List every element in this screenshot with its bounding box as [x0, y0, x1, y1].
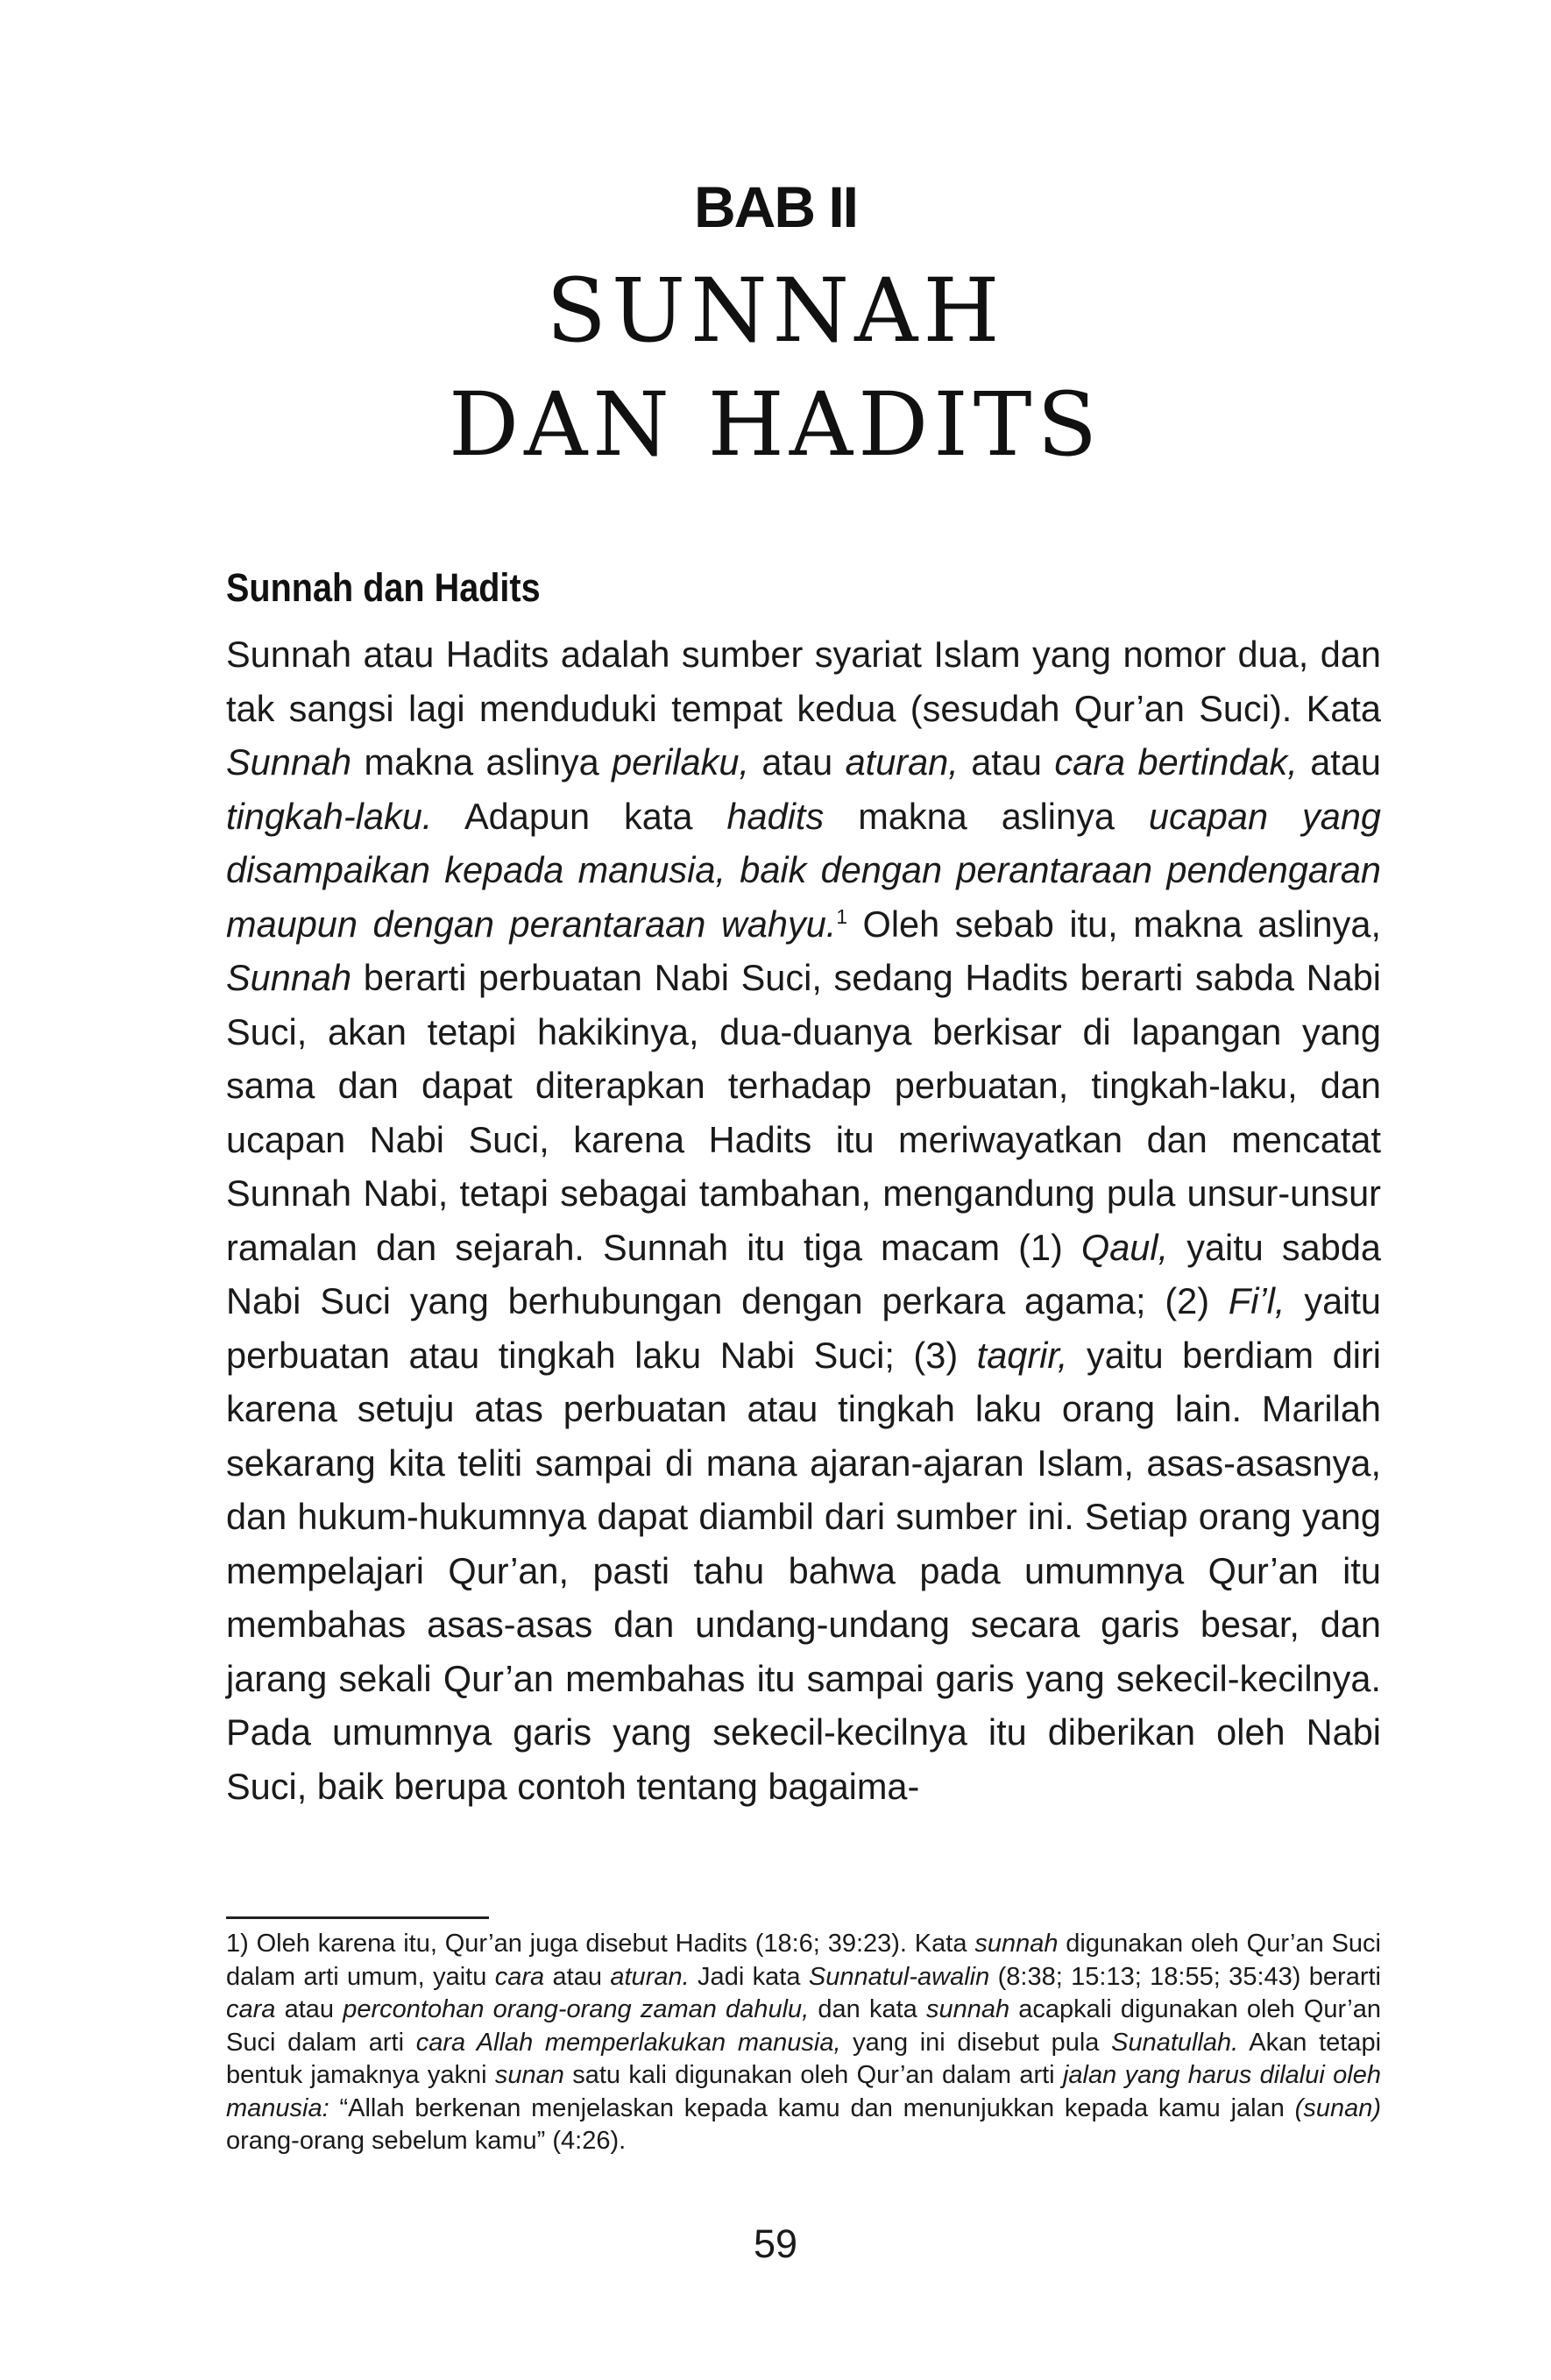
body-text-run: atau — [1297, 741, 1381, 783]
footnote-italic-run: percontohan orang-orang zaman dahulu, — [343, 1995, 810, 2023]
body-text-run: berarti perbuatan Nabi Suci, sedang Hadits berarti sabda Nabi Suci, akan tetapi hakikinya, dua-duanya berkisar di lapangan yang sama dan dapat diterapkan terhadap perbuatan, tingkah-laku, dan ucapan Nabi Suci, karena Hadits itu meriwayatkan dan mencatat Sunnah Nabi, tetapi sebagai tambahan, mengandung pula unsur-unsur ramalan dan sejarah. Sunnah itu tiga macam (1) — [226, 957, 1381, 1268]
footnote-text-run: (8:38; 15:13; 18:55; 35:43) berarti — [989, 1962, 1382, 1991]
body-text-run: atau — [958, 741, 1055, 783]
footnote-italic-run: cara — [226, 1995, 276, 2023]
footnote-text-run: 1) Oleh karena itu, Qur’an juga disebut Hadits (18:6; 39:23). Kata — [226, 1930, 975, 1958]
body-text-run: Adapun kata — [432, 795, 727, 837]
footnote-italic-run: Sunatullah. — [1111, 2028, 1239, 2057]
body-text-run: Sunnah atau Hadits adalah sumber syariat Islam yang nomor dua, dan tak sangsi lagi menduduki tempat kedua (sesudah Qur’an Suci). Kata — [226, 634, 1381, 729]
body-text-run: yaitu berdiam diri karena setuju atas perbuatan atau tingkah laku orang lain. Marilah sekarang kita teliti sampai di mana ajaran-ajaran Islam, asas-asasnya, dan hukum-hukumnya dapat diambil dari sumber ini. Setiap orang yang mempelajari Qur’an, pasti tahu bahwa pada umumnya Qur’an itu membahas asas-asas dan undang-undang secara garis besar, dan jarang sekali Qur’an membahas itu sampai garis yang sekecil-kecilnya. Pada umumnya garis yang sekecil-kecilnya itu diberikan oleh Nabi Suci, baik berupa contoh tentang bagaima- — [226, 1334, 1381, 1807]
footnote-italic-run: Sunnatul-awalin — [808, 1962, 990, 1991]
footnote-text-run: digunakan oleh Qur’an Suci dalam arti umum, yaitu — [226, 1930, 1381, 1991]
footnote-italic-run: aturan. — [610, 1962, 690, 1991]
body-italic-run: Sunnah — [226, 957, 352, 998]
body-text-run: makna aslinya — [351, 741, 613, 783]
body-text-run: makna aslinya — [824, 795, 1149, 837]
body-italic-run: Sunnah — [226, 741, 352, 783]
body-italic-run: perilaku, — [612, 741, 749, 783]
body-text-run: atau — [748, 741, 846, 783]
footnote-italic-run: (sunan) — [1294, 2093, 1381, 2122]
chapter-title-line-2: DAN HADITS — [449, 373, 1102, 476]
footnote-text-run: Akan tetapi bentuk jamaknya yakni — [226, 2028, 1382, 2089]
footnote-reference[interactable]: 1 — [836, 904, 848, 928]
footnote-italic-run: sunnah — [974, 1930, 1059, 1958]
footnote-text-run: atau — [275, 1995, 343, 2023]
footnote-text-run: acapkali digunakan oleh Qur’an Suci dalam arti — [226, 1995, 1381, 2057]
footnote-italic-run: sunan — [494, 2061, 564, 2089]
footnote-text-run: Jadi kata — [689, 1962, 809, 1991]
chapter-title-line-1: SUNNAH — [546, 259, 1005, 362]
footnote-text-run: satu kali digunakan oleh Qur’an dalam arti — [563, 2061, 1063, 2089]
section-heading: Sunnah dan Hadits — [226, 565, 541, 610]
footnote-text-run: dan kata — [809, 1995, 926, 2023]
chapter-title — [0, 254, 1551, 482]
body-italic-run: Qaul, — [1080, 1226, 1169, 1268]
footnote-italic-run: cara — [494, 1962, 545, 1991]
footnote-text-run: yang ini disebut pula — [840, 2028, 1112, 2057]
body-text-run: yaitu sabda Nabi Suci yang berhubungan dengan perkara agama; (2) — [226, 1226, 1381, 1321]
body-italic-run: cara bertindak, — [1054, 741, 1298, 783]
body-italic-run: taqrir, — [976, 1334, 1068, 1376]
body-italic-run: Fi’l, — [1228, 1280, 1285, 1321]
footnote-italic-run: sunnah — [925, 1995, 1010, 2023]
body-text-run: Oleh sebab itu, makna aslinya, — [847, 903, 1381, 945]
footnote-text-run: orang-orang sebelum kamu” (4:26). — [226, 2127, 627, 2155]
body-italic-run: ucapan yang disampaikan kepada manusia, baik dengan perantaraan pendengaran maupun dengan perantaraan wahyu. — [226, 795, 1381, 945]
body-italic-run: tingkah-laku. — [226, 795, 433, 837]
body-paragraph — [226, 627, 1381, 1813]
footnote-text-run: atau — [544, 1962, 611, 1991]
footnote-text-run: “Allah berkenan menjelaskan kepada kamu dan menunjukkan kepada kamu jalan — [329, 2093, 1295, 2122]
footnote-divider — [226, 1916, 489, 1919]
body-text-run: yaitu perbuatan atau tingkah laku Nabi Suci; (3) — [226, 1280, 1381, 1376]
body-italic-run: hadits — [726, 795, 825, 837]
footnote-italic-run: cara Allah memperlakukan manusia, — [415, 2028, 841, 2057]
chapter-label: BAB II — [694, 174, 857, 239]
footnote — [226, 1928, 1381, 2158]
page-number: 59 — [753, 2221, 798, 2266]
body-italic-run: aturan, — [845, 741, 959, 783]
footnote-italic-run: jalan yang harus dilalui oleh manusia: — [226, 2061, 1381, 2122]
